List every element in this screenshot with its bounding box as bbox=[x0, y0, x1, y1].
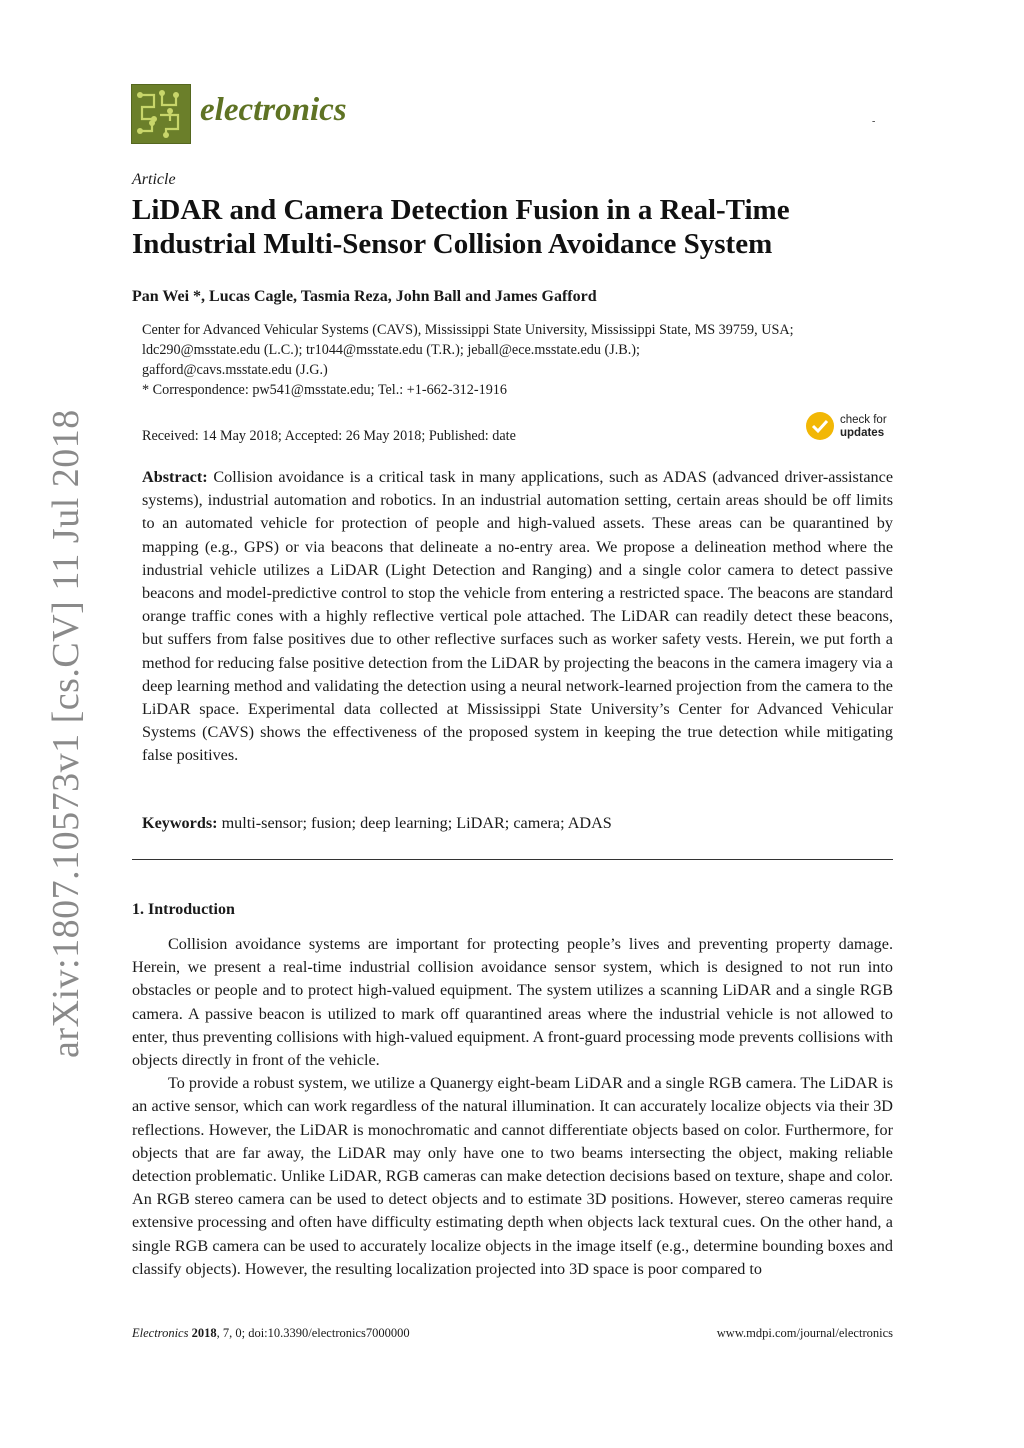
section-body bbox=[132, 933, 893, 1281]
section-divider bbox=[132, 859, 893, 860]
affiliation-line: Center for Advanced Vehicular Systems (CAVS), Mississippi State University, Mississippi State, MS 39759, USA; bbox=[142, 322, 794, 338]
keywords bbox=[142, 814, 612, 833]
affiliation-block bbox=[142, 320, 902, 400]
arxiv-watermark: arXiv:1807.10573v1 [cs.CV] 11 Jul 2018 bbox=[45, 409, 87, 1058]
circuit-icon bbox=[132, 85, 190, 143]
paragraph: Collision avoidance systems are important for protecting people’s lives and preventing property damage. Herein, we present a real-time industrial collision avoidance sensor system, which is designed to not run into obstacles or people and to protect high-valued equipment. The system utilizes a scanning LiDAR and a single RGB camera. A passive beacon is utilized to mark off quarantined areas where the industrial vehicle is not allowed to enter, thus preventing collisions with high-valued equipment. A front-guard processing mode prevents collisions with objects directly in front of the vehicle. bbox=[132, 935, 893, 1070]
paragraph: To provide a robust system, we utilize a Quanergy eight-beam LiDAR and a single RGB camera. The LiDAR is an active sensor, which can work regardless of the natural illumination. It can accurately localize objects via their 3D reflections. However, the LiDAR is monochromatic and cannot differentiate objects based on color. Furthermore, for objects that are far away, the LiDAR may only have one to two beams intersecting the object, making reliable detection problematic. Unlike LiDAR, RGB cameras can make detection decisions based on texture, shape and color. An RGB stereo camera can be used to detect objects and to estimate 3D positions. However, stereo cameras require extensive processing and often have difficulty estimating depth when objects lack textural cues. On the other hand, a single RGB camera can be used to accurately localize objects in the image itself (e.g., determine bounding boxes and classify objects). However, the resulting localization projected into 3D space is poor compared to bbox=[132, 1074, 893, 1278]
correspondence: * Correspondence: pw541@msstate.edu; Tel.: +1-662-312-1916 bbox=[142, 382, 507, 398]
abstract-label: Abstract: bbox=[142, 468, 208, 486]
affiliation-emails: ldc290@msstate.edu (L.C.); tr1044@msstate.edu (T.R.); jeball@ece.msstate.edu (J.B.); bbox=[142, 342, 640, 358]
abstract bbox=[142, 466, 893, 768]
author-list: Pan Wei *, Lucas Cagle, Tasmia Reza, John Ball and James Gafford bbox=[132, 288, 597, 305]
affiliation-emails: gafford@cavs.msstate.edu (J.G.) bbox=[142, 362, 328, 378]
keywords-label: Keywords: bbox=[142, 814, 218, 832]
journal-logo bbox=[131, 84, 191, 144]
check-for-updates-badge[interactable] bbox=[806, 412, 906, 446]
abstract-text: Collision avoidance is a critical task in many applications, such as ADAS (advanced driver-assistance systems), industrial automation and robotics. In an industrial automation setting, certain areas should be off limits to an automated vehicle for protection of people and high-valued assets. These areas can be quarantined by mapping (e.g., GPS) or via beacons that delineate a no-entry area. We propose a delineation method where the industrial vehicle utilizes a LiDAR (Light Detection and Ranging) and a single color camera to detect passive beacons and model-predictive control to stop the vehicle from entering a restricted space. The beacons are standard orange traffic cones with a highly reflective vertical pole attached. The LiDAR can readily detect these beacons, but suffers from false positives due to other reflective surfaces such as worker safety vests. Herein, we put forth a method for reducing false positive detection from the LiDAR by projecting the beacons in the camera imagery via a deep learning method and validating the detection using a neural network-learned projection from the camera to the LiDAR space. Experimental data collected at Mississippi State University’s Center for Advanced Vehicular Systems (CAVS) shows the effectiveness of the proposed system in keeping the true detection while mitigating false positives. bbox=[142, 468, 894, 765]
article-type: Article bbox=[132, 171, 176, 188]
keywords-text: multi-sensor; fusion; deep learning; LiDAR; camera; ADAS bbox=[221, 814, 612, 832]
section-heading: 1. Introduction bbox=[132, 901, 235, 918]
footer-journal: Electronics bbox=[132, 1326, 189, 1340]
paper-title: LiDAR and Camera Detection Fusion in a Real-Time Industrial Multi-Sensor Collision Avoidance System bbox=[132, 194, 790, 260]
footer-citation bbox=[132, 1326, 410, 1341]
publication-dates: Received: 14 May 2018; Accepted: 26 May 2018; Published: date bbox=[142, 428, 516, 444]
check-updates-line2: updates bbox=[840, 427, 885, 439]
checkmark-icon bbox=[806, 412, 834, 440]
footer-url[interactable]: www.mdpi.com/journal/electronics bbox=[716, 1326, 893, 1340]
journal-name: electronics bbox=[200, 92, 347, 128]
footer-doi: , 7, 0; doi:10.3390/electronics7000000 bbox=[216, 1326, 410, 1340]
footer-year: 2018 bbox=[191, 1326, 217, 1340]
corner-mark: - bbox=[872, 116, 876, 127]
check-updates-line1: check for bbox=[840, 414, 887, 426]
